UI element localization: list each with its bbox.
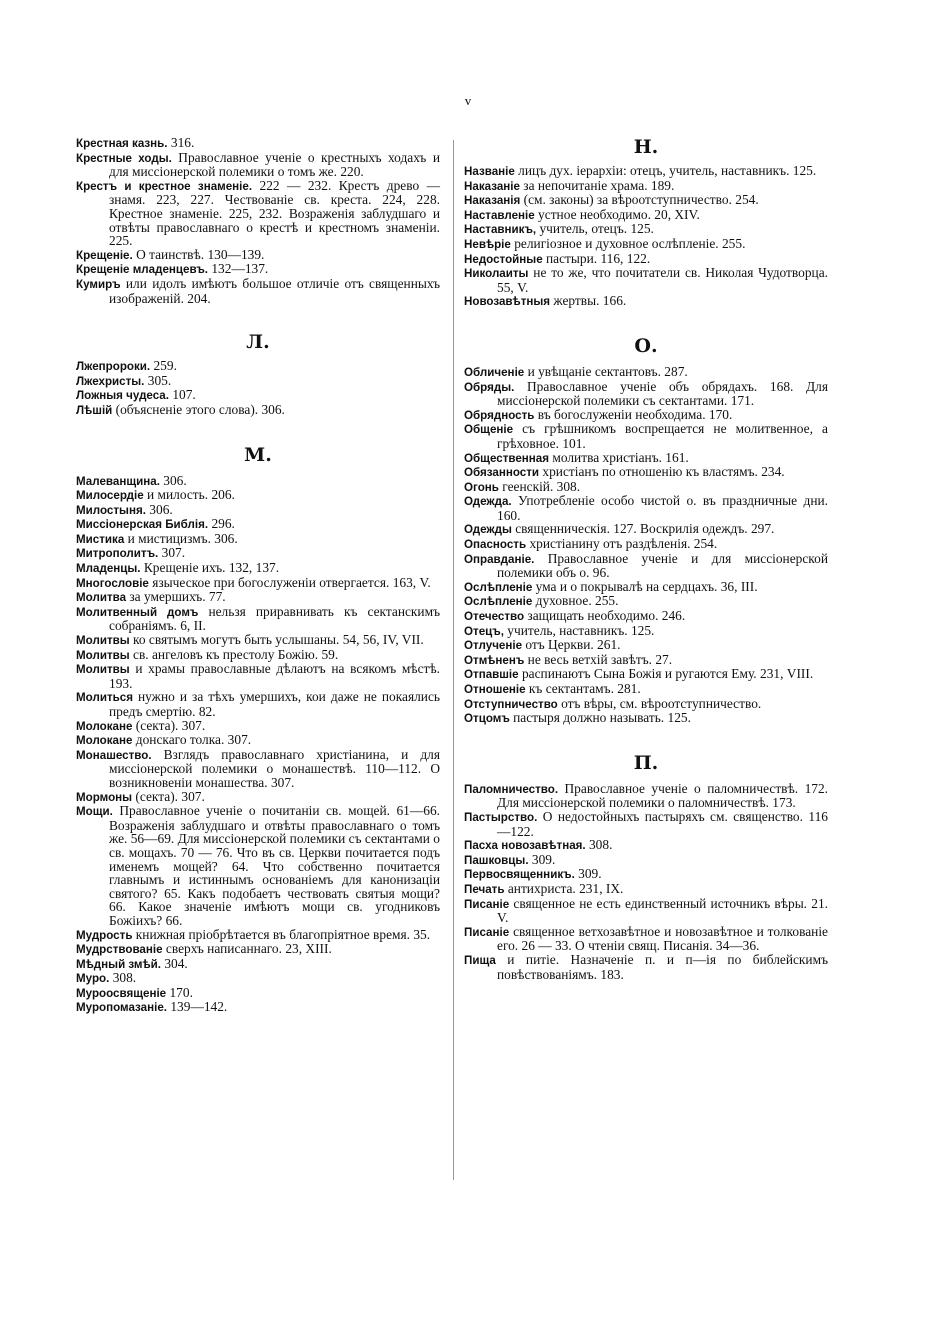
entry-text: 304.: [160, 955, 188, 971]
entry-headword: Муропомазаніе.: [76, 1001, 168, 1015]
entry-text: 107.: [168, 387, 196, 403]
index-entry: [76, 957, 440, 972]
entry-text: духовное. 255.: [532, 593, 619, 609]
index-entry: [464, 266, 828, 294]
entry-headword: Митрополитъ.: [76, 547, 159, 561]
entry-headword: Молитвы: [76, 634, 130, 648]
entry-headword: Пища: [464, 953, 496, 967]
entry-text: 139—142.: [167, 999, 228, 1015]
left-column: [76, 136, 440, 1015]
index-entry: [464, 925, 828, 953]
entry-text: и милость. 206.: [143, 487, 235, 503]
index-entry: [464, 667, 828, 682]
index-entry: [76, 590, 440, 605]
index-entry: [464, 522, 828, 537]
entry-text: языческое при богослуженіи отвергается. 163, V.: [148, 574, 431, 590]
index-entry: [464, 422, 828, 450]
entry-headword: Ослѣпленіе: [464, 580, 533, 594]
entry-headword: Пастырство.: [464, 810, 538, 824]
entry-text: Православное ученіе о паломничествѣ. 172. Для миссіонерской полемики о паломничествѣ. 173.: [497, 780, 828, 811]
entry-text: священное не есть единственный источникъ вѣры. 21. V.: [497, 895, 828, 926]
entry-text: св. ангеловъ къ престолу Божію. 59.: [129, 646, 339, 662]
entry-text: Православное ученіе о крестныхъ ходахъ и для миссіонерской полемики о томъ же. 220.: [109, 149, 440, 180]
entry-headword: Муро.: [76, 972, 110, 986]
entry-headword: Мистика: [76, 532, 125, 546]
entry-headword: Милостыня.: [76, 503, 146, 517]
index-entry: [76, 546, 440, 561]
entry-text: молитва христіанъ. 161.: [549, 449, 689, 465]
index-entry: [464, 494, 828, 522]
entry-text: 132—137.: [208, 261, 269, 277]
index-entry: [464, 638, 828, 653]
entry-text: пастыри. 116, 122.: [542, 250, 651, 266]
entry-headword: Монашество.: [76, 748, 152, 762]
section-letter: М.: [244, 443, 272, 466]
index-entry: [76, 804, 440, 927]
entry-text: ко святымъ могутъ быть услышаны. 54, 56, IV, VII.: [129, 632, 424, 648]
entry-headword: Молиться: [76, 691, 133, 705]
index-entry: [76, 374, 440, 389]
entry-text: христіанину отъ раздѣленія. 254.: [526, 536, 718, 552]
entry-text: Православное ученіе о почитаніи св. мощей. 61—66. Возраженія заблудшаго и отвѣты православнаго о томъ же. 56—69. Для миссіонерской полемики съ сектантами о св. мощахъ. 70 — 76. Что въ св. Церкви почитается подъ именемъ мощей? 64. Что собственно почитается главнымъ и истиннымъ основаніемъ для канонизаціи святого? 65. Какъ подобаетъ чествовать святыя мощи? 66. Какое значеніе имѣютъ мощи св. угодниковъ Божіихъ? 66.: [109, 803, 440, 928]
entry-text: за непочитаніе храма. 189.: [519, 177, 675, 193]
entry-text: 306.: [159, 472, 187, 488]
entry-text: 222 — 232. Крестъ древо — знамя. 223, 227. Чествованіе св. креста. 224, 228. Крестное знаменіе. 225, 232. Возраженія заблудшаго и отвѣты православнаго о крестѣ и крестномъ знаменіи. 225.: [109, 177, 440, 249]
entry-headword: Обрядность: [464, 408, 535, 422]
index-entry: [464, 853, 828, 868]
entry-text: Православное ученіе объ обрядахъ. 168. Для миссіонерской полемики съ сектантами. 171.: [497, 378, 828, 409]
entry-text: не то же, что почитатели св. Николая Чудотворца. 55, V.: [497, 265, 828, 295]
entry-headword: Мормоны: [76, 790, 133, 804]
entry-text: Взглядъ православнаго христіанина, и для миссіонерской полемики о монашествѣ. 110—112. О возникновеніи монашества. 307.: [109, 746, 440, 790]
entry-headword: Одежды: [464, 523, 512, 537]
index-entry: [464, 653, 828, 668]
entry-headword: Молитва: [76, 591, 127, 605]
entry-headword: Отношеніе: [464, 683, 526, 696]
entry-text: (см. законы) за вѣроотступничество. 254.: [520, 192, 759, 208]
entry-headword: Наказаніе: [464, 179, 520, 193]
index-entry: [76, 388, 440, 403]
entry-text: къ сектантамъ. 281.: [525, 681, 641, 696]
entry-text: 305.: [144, 372, 172, 388]
entry-headword: Оправданіе.: [464, 552, 535, 566]
entry-text: сверхъ написаннаго. 23, XIII.: [162, 941, 332, 957]
entry-headword: Крестъ и крестное знаменіе.: [76, 179, 253, 193]
entry-text: съ грѣшникомъ воспрещается не молитвенное, а грѣховное. 101.: [497, 421, 828, 451]
entry-text: распинаютъ Сына Божія и ругаются Ему. 231, VIII.: [518, 666, 814, 682]
entry-text: О таинствѣ. 130—139.: [132, 246, 265, 262]
entry-headword: Невѣріе: [464, 237, 511, 251]
index-entry: [464, 624, 828, 639]
entry-headword: Крестная казнь.: [76, 137, 168, 150]
entry-headword: Молокане: [76, 734, 133, 748]
index-entry: [464, 164, 828, 179]
index-entry: [464, 782, 828, 810]
index-entry: [464, 537, 828, 552]
entry-headword: Обряды.: [464, 380, 515, 394]
index-entry: [76, 179, 440, 248]
section-letter: Н.: [633, 136, 659, 158]
entry-headword: Огонь: [464, 480, 499, 494]
right-column: [464, 136, 828, 981]
index-entry: [76, 633, 440, 648]
entry-text: въ богослуженіи необходима. 170.: [534, 406, 733, 422]
entry-text: пастыря должно называть. 125.: [509, 710, 691, 726]
entry-text: геенскій. 308.: [498, 478, 581, 494]
index-entry: [464, 208, 828, 223]
entry-headword: Пашковцы.: [464, 853, 529, 867]
entry-text: и мистицизмъ. 306.: [124, 530, 238, 546]
entry-headword: Крестные ходы.: [76, 151, 172, 165]
index-entry: [76, 605, 440, 633]
entry-headword: Молитвы: [76, 663, 130, 677]
index-entry: [76, 648, 440, 663]
index-entry: [464, 697, 828, 712]
index-entry: [76, 517, 440, 532]
index-entry: [76, 986, 440, 1001]
index-entry: [464, 810, 828, 838]
entry-text: 316.: [167, 135, 195, 150]
entry-text: 308.: [585, 837, 613, 853]
index-entry: [76, 690, 440, 718]
entry-headword: Отмѣненъ: [464, 653, 525, 667]
entry-headword: Многословіе: [76, 576, 149, 590]
entry-headword: Пасха новозавѣтная.: [464, 839, 586, 853]
entry-text: антихриста. 231, IX.: [504, 880, 624, 896]
entry-headword: Милосердіе: [76, 489, 144, 503]
index-entry: [464, 222, 828, 237]
entry-headword: Недостойные: [464, 252, 543, 266]
entry-headword: Ложныя чудеса.: [76, 389, 169, 403]
entry-text: книжная пріобрѣтается въ благопріятное время. 35.: [132, 926, 431, 942]
entry-headword: Обличеніе: [464, 365, 525, 379]
index-entry: [76, 262, 440, 277]
index-entry: [464, 594, 828, 609]
entry-headword: Общественная: [464, 451, 550, 465]
page-number: v: [464, 93, 472, 108]
index-entry: [464, 552, 828, 580]
entry-text: и увѣщаніе сектантовъ. 287.: [524, 363, 688, 379]
entry-text: Употребленіе особо чистой о. въ праздничные дни. 160.: [497, 493, 828, 523]
entry-text: 309.: [574, 866, 602, 882]
index-entry: [76, 576, 440, 591]
entry-headword: Писаніе: [464, 925, 510, 939]
entry-text: Православное ученіе и для миссіонерской полемики объ о. 96.: [497, 550, 828, 581]
entry-headword: Отлученіе: [464, 639, 523, 653]
entry-text: священное ветхозавѣтное и новозавѣтное и толкованіе его. 26 — 33. О чтеніи свящ. Писанія. 34—36.: [497, 923, 828, 954]
entry-text: жертвы. 166.: [550, 293, 627, 309]
entry-text: устное необходимо. 20, XIV.: [534, 206, 700, 222]
index-entry: [464, 465, 828, 480]
index-entry: [464, 953, 828, 981]
entry-headword: Отцомъ: [464, 712, 510, 726]
index-entry: [464, 408, 828, 423]
index-entry: [464, 480, 828, 495]
section-letter: О.: [634, 334, 658, 357]
index-entry: [76, 474, 440, 489]
index-entry: [464, 252, 828, 267]
entry-headword: Крещеніе.: [76, 248, 133, 262]
entry-text: учитель, отецъ. 125.: [536, 221, 654, 237]
entry-text: (секта). 307.: [132, 788, 205, 804]
entry-headword: Отецъ,: [464, 624, 504, 638]
entry-text: 306.: [145, 501, 173, 517]
entry-text: Крещеніе ихъ. 132, 137.: [140, 560, 280, 576]
index-entry: [464, 897, 828, 925]
index-entry: [76, 790, 440, 805]
index-entry: [76, 136, 440, 151]
entry-text: христіанъ по отношенію къ властямъ. 234.: [539, 464, 785, 480]
index-entry: [76, 748, 440, 790]
entry-headword: Печать: [464, 882, 505, 896]
section-letter: Л.: [246, 331, 270, 354]
index-entry: [76, 561, 440, 576]
entry-text: отъ вѣры, см. вѣроотступничество.: [557, 695, 762, 711]
entry-headword: Мощи.: [76, 805, 113, 819]
entry-headword: Наставленіе: [464, 208, 535, 222]
entry-text: ума и о покрывалѣ на сердцахъ. 36, III.: [532, 578, 758, 594]
entry-text: нельзя приравнивать къ сектанскимъ собраніямъ. 6, II.: [109, 603, 440, 634]
entry-headword: Одежда.: [464, 495, 512, 509]
index-entry: [76, 928, 440, 943]
entry-headword: Опасность: [464, 538, 527, 552]
entry-headword: Отпавшіе: [464, 668, 519, 682]
entry-text: 259.: [150, 358, 177, 374]
index-entry: [76, 277, 440, 305]
entry-text: (секта). 307.: [132, 717, 206, 733]
index-entry: [76, 1000, 440, 1015]
index-entry: [76, 942, 440, 957]
entry-headword: Николаиты: [464, 267, 529, 281]
index-entry: [76, 488, 440, 503]
index-entry: [464, 179, 828, 194]
entry-headword: Муроосвященіе: [76, 986, 167, 1000]
entry-headword: Наказанія: [464, 194, 521, 208]
index-entry: [464, 237, 828, 252]
entry-headword: Ослѣпленіе: [464, 595, 533, 609]
index-entry: [76, 532, 440, 547]
entry-text: 296.: [208, 516, 235, 532]
entry-text: и питіе. Назначеніе п. и п—ія по библейскимъ повѣствованіямъ. 183.: [495, 951, 828, 982]
entry-text: 307.: [158, 545, 186, 561]
entry-headword: Малеванщина.: [76, 474, 160, 488]
index-entry: [76, 403, 440, 418]
entry-text: 308.: [109, 970, 137, 986]
index-entry: [76, 248, 440, 263]
index-entry: [464, 838, 828, 853]
entry-text: (объясненіе этого слова). 306.: [112, 401, 285, 417]
entry-text: не весь ветхій завѣтъ. 27.: [524, 651, 673, 667]
index-entry: [76, 719, 440, 734]
entry-text: и храмы православные дѣлаютъ на всякомъ мѣстѣ. 193.: [109, 661, 440, 691]
column-divider: [453, 140, 454, 1180]
entry-headword: Кумиръ: [76, 277, 121, 291]
entry-headword: Писаніе: [464, 897, 510, 911]
index-entry: [76, 662, 440, 690]
entry-headword: Обязанности: [464, 466, 540, 480]
entry-text: или идолъ имѣютъ большое отличіе отъ священныхъ изображеній. 204.: [109, 275, 440, 306]
entry-headword: Молитвы: [76, 648, 130, 662]
entry-headword: Младенцы.: [76, 562, 141, 576]
entry-headword: Общеніе: [464, 423, 514, 437]
entry-headword: Мѣдный змѣй.: [76, 957, 161, 971]
index-entry: [76, 733, 440, 748]
entry-text: отъ Церкви. 261.: [522, 637, 621, 653]
entry-text: религіозное и духовное ослѣпленіе. 255.: [510, 235, 746, 251]
entry-headword: Молитвенный домъ: [76, 605, 199, 619]
index-entry: [464, 380, 828, 408]
entry-headword: Миссіонерская Библія.: [76, 518, 209, 532]
entry-headword: Отечество: [464, 610, 525, 624]
entry-headword: Мудрость: [76, 928, 133, 942]
entry-headword: Отступничество: [464, 697, 558, 711]
entry-text: священническія. 127. Воскрилія одеждъ. 297.: [511, 521, 775, 537]
index-entry: [76, 359, 440, 374]
section-letter: П.: [633, 751, 659, 774]
entry-text: лицъ дух. іерархіи: отецъ, учитель, наставникъ. 125.: [514, 163, 817, 178]
entry-text: 309.: [528, 851, 556, 867]
entry-headword: Паломничество.: [464, 782, 559, 796]
entry-headword: Лжепророки.: [76, 360, 151, 374]
index-entry: [464, 294, 828, 309]
index-entry: [464, 193, 828, 208]
entry-text: нужно и за тѣхъ умершихъ, кои даже не покаялись предъ смертію. 82.: [109, 689, 440, 719]
entry-text: защищать необходимо. 246.: [524, 608, 686, 624]
index-entry: [464, 882, 828, 897]
entry-text: за умершихъ. 77.: [126, 589, 226, 605]
entry-headword: Мудрствованіе: [76, 943, 163, 957]
index-entry: [76, 971, 440, 986]
entry-headword: Названіе: [464, 165, 515, 178]
entry-text: донскаго толка. 307.: [132, 732, 252, 748]
index-entry: [464, 451, 828, 466]
entry-headword: Лѣшій: [76, 403, 113, 417]
entry-text: 170.: [166, 984, 193, 1000]
entry-headword: Молокане: [76, 719, 133, 733]
entry-text: О недостойныхъ пастыряхъ см. священство. 116—122.: [497, 808, 828, 839]
index-entry: [464, 682, 828, 697]
index-entry: [464, 711, 828, 726]
index-entry: [464, 580, 828, 595]
index-entry: [76, 151, 440, 179]
entry-headword: Лжехристы.: [76, 374, 145, 388]
index-entry: [464, 365, 828, 380]
entry-text: учитель, наставникъ. 125.: [503, 622, 655, 638]
entry-headword: Первосвященникъ.: [464, 868, 575, 882]
entry-headword: Наставникъ,: [464, 223, 537, 237]
entry-headword: Новозавѣтныя: [464, 295, 551, 309]
index-entry: [464, 867, 828, 882]
entry-headword: Крещеніе младенцевъ.: [76, 263, 209, 277]
index-entry: [76, 503, 440, 518]
index-entry: [464, 609, 828, 624]
